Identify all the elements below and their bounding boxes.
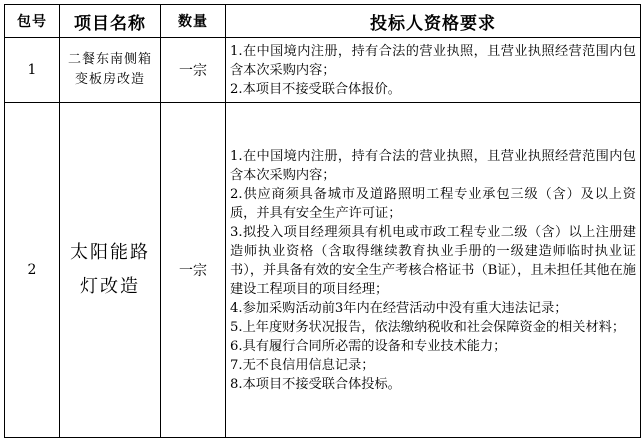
- project-name: 太阳能路灯改造: [70, 242, 150, 297]
- requirements-cell: [226, 103, 641, 438]
- header-quantity: 数量: [161, 5, 226, 38]
- requirement-item: 3.拟投入项目经理须具有机电或市政工程专业二级（含）以上注册建造师执业资格（含取得继续教育执业手册的一级建造师临时执业证书），并具备有效的安全生产考核合格证书（B证），且未担任其他在施建设工程项目的项目经理；: [230, 224, 636, 297]
- table-row: [5, 38, 641, 103]
- project-name-cell: [60, 38, 161, 103]
- quantity-cell: 一宗: [161, 38, 226, 103]
- project-name-cell: [60, 103, 161, 438]
- header-project-name: 项目名称: [60, 5, 161, 38]
- package-no-cell: 1: [5, 38, 60, 103]
- table-row: [5, 103, 641, 438]
- requirements-cell: [226, 38, 641, 103]
- requirements-list: [226, 40, 640, 101]
- requirement-item: 5.上年度财务状况报告，依法缴纳税收和社会保障资金的相关材料；: [230, 319, 626, 335]
- header-package-no: 包号: [5, 5, 60, 38]
- qualification-table: [4, 4, 641, 438]
- requirement-item: 2.供应商须具备城市及道路照明工程专业承包三级（含）及以上资质，并具有安全生产许可证；: [230, 186, 636, 221]
- requirement-item: 8.本项目不接受联合体投标。: [230, 376, 401, 392]
- quantity-cell: 一宗: [161, 103, 226, 438]
- requirement-item: 1.在中国境内注册，持有合法的营业执照，且营业执照经营范围内包含本次采购内容；: [230, 43, 636, 78]
- requirement-item: 2.本项目不接受联合体报价。: [230, 81, 401, 97]
- package-no-cell: 2: [5, 103, 60, 438]
- requirement-item: 4.参加采购活动前3年内在经营活动中没有重大违法记录；: [230, 300, 568, 316]
- requirement-item: 7.无不良信用信息记录；: [230, 357, 375, 373]
- header-row: [5, 5, 641, 38]
- header-requirements: 投标人资格要求: [226, 5, 641, 38]
- requirement-item: 6.具有履行合同所必需的设备和专业技术能力；: [230, 338, 507, 354]
- project-name: 二餐东南侧箱变板房改造: [67, 52, 152, 87]
- requirements-list: [226, 145, 640, 396]
- requirement-item: 1.在中国境内注册，持有合法的营业执照，且营业执照经营范围内包含本次采购内容；: [230, 148, 636, 183]
